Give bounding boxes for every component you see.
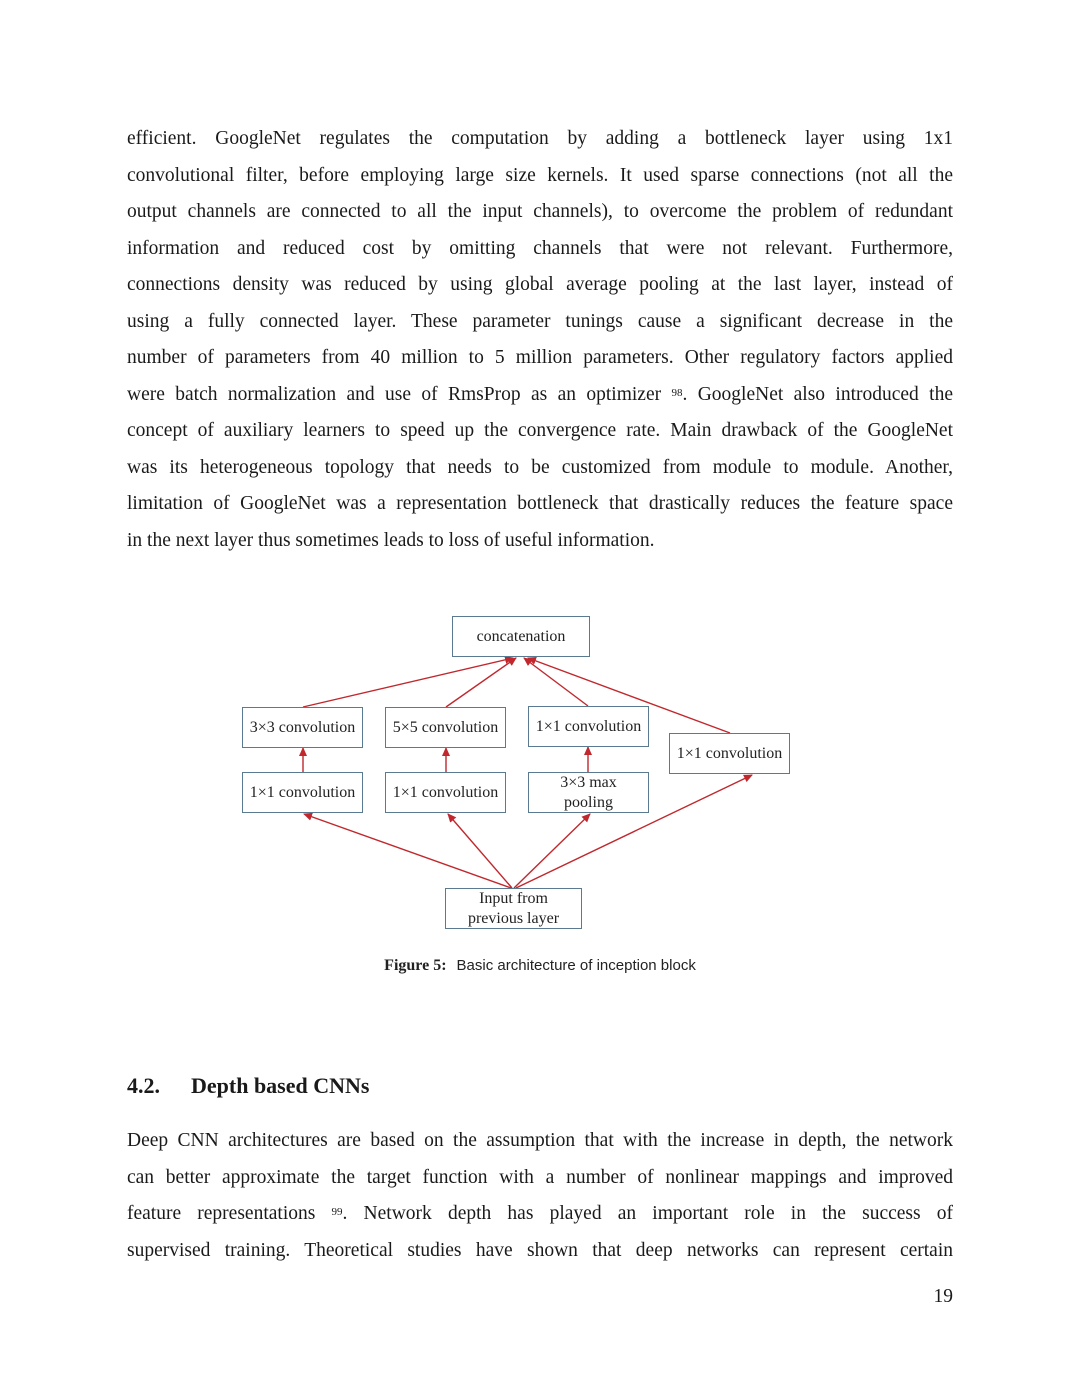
conv1x1-reduce-b-node: 1×1 convolution: [385, 772, 506, 813]
text-line: can better approximate the target function with a number of nonlinear mappings and improved: [127, 1166, 953, 1188]
text-line: was its heterogeneous topology that needs to be customized from module to module. Another,: [127, 456, 953, 478]
text-segment: . Network depth has played an important role in the success of: [342, 1203, 953, 1224]
text-line: connections density was reduced by using global average pooling at the last layer, instead of: [127, 274, 953, 295]
text-segment: feature representations: [127, 1203, 316, 1224]
input-label-line1: Input from: [479, 889, 548, 907]
text-line: [127, 377, 953, 414]
concatenation-node: concatenation: [452, 616, 590, 657]
paragraph-depth-cnns: [127, 1123, 953, 1269]
page-number: 19: [933, 1286, 953, 1307]
figure-caption: [0, 957, 1080, 975]
conv1x1-after-pool-node: 1×1 convolution: [528, 706, 649, 747]
text-line: efficient. GoogleNet regulates the computation by adding a bottleneck layer using 1x1: [127, 128, 953, 149]
text-segment: were batch normalization and use of RmsProp as an optimizer: [127, 383, 662, 405]
maxpool-label-line1: 3×3 max: [560, 773, 617, 791]
text-line: Deep CNN architectures are based on the assumption that with the increase in depth, the network: [127, 1130, 953, 1151]
text-line: information and reduced cost by omitting channels that were not relevant. Furthermore,: [127, 237, 953, 259]
conv3x3-node: 3×3 convolution: [242, 707, 363, 748]
conv5x5-node: 5×5 convolution: [385, 707, 506, 748]
input-label-line2: previous layer: [467, 909, 560, 927]
text-line: convolutional filter, before employing large size kernels. It used sparse connections (not all the: [127, 164, 953, 186]
conv1x1-direct-node: 1×1 convolution: [669, 733, 790, 774]
text-line: output channels are connected to all the input channels), to overcome the problem of redundant: [127, 201, 953, 222]
text-segment: . GoogleNet also introduced the: [682, 383, 954, 405]
conv1x1-reduce-a-node: 1×1 convolution: [242, 772, 363, 813]
text-line: supervised training. Theoretical studies have shown that deep networks can represent certain: [127, 1239, 953, 1261]
section-title: Depth based CNNs: [191, 1073, 370, 1098]
paragraph-googlenet: [127, 121, 953, 559]
figure-label: Figure 5:: [384, 957, 447, 974]
text-line: limitation of GoogleNet was a representation bottleneck that drastically reduces the feature space: [127, 493, 953, 514]
text-line: [127, 1196, 953, 1233]
text-line: number of parameters from 40 million to 5 million parameters. Other regulatory factors applied: [127, 347, 953, 368]
text-line: in the next layer thus sometimes leads to loss of useful information.: [127, 529, 655, 551]
input-node: [445, 888, 582, 929]
citation-99[interactable]: 99: [331, 1206, 343, 1218]
section-number: 4.2.: [127, 1073, 160, 1098]
figure-caption-text: Basic architecture of inception block: [456, 957, 696, 974]
section-heading: [127, 1073, 369, 1099]
citation-98[interactable]: 98: [671, 386, 683, 399]
maxpool-label-line2: pooling: [564, 793, 613, 811]
text-line: concept of auxiliary learners to speed up the convergence rate. Main drawback of the GoogleNet: [127, 420, 953, 441]
text-line: using a fully connected layer. These parameter tunings cause a significant decrease in the: [127, 310, 953, 332]
maxpool-node: [528, 772, 649, 813]
